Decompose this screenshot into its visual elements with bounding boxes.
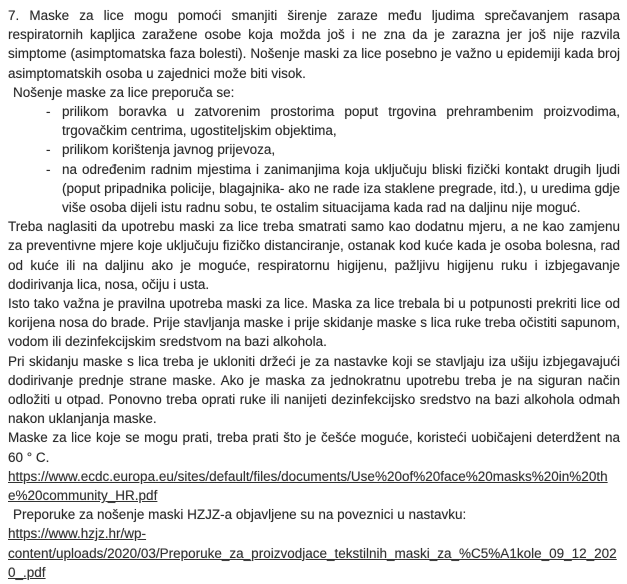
hzjz-link-line1: https://www.hzjz.hr/wp-: [8, 526, 147, 542]
bullet-dash: -: [46, 161, 51, 177]
paragraph-masks-benefit: 7. Maske za lice mogu pomoći smanjiti širenje zaraze među ljudima sprečavanjem rasapa respiratornih kapljica zaražene osobe koja možda još i ne zna da je zarazna jer još nije razvila simptome (asimptomatska faza bolesti). Nošenje maski za lice posebno je važno u epidemiji kada broj asimptomatskih osoba u zajednici može biti visok.: [8, 8, 620, 81]
list-item-text: prilikom korištenja javnog prijevoza,: [62, 142, 276, 158]
bullet-dash: -: [46, 142, 51, 158]
paragraph-mask-removal: Pri skidanju maske s lica treba je ukloniti držeći je za nastavke koji se stavljaju iza ušiju izbjegavajući dodirivanje prednje strane maske. Ako je maska za jednokratnu upotrebu treba je na siguran način odložiti u otpad. Ponovno treba oprati ruke ili nanijeti dezinfekcijsko sredstvo na bazi alkohola odmah nakon uklanjanja maske.: [8, 353, 620, 427]
paragraph-additional-measure: Treba naglasiti da upotrebu maski za lice treba smatrati samo kao dodatnu mjeru, a ne kao zamjenu za preventivne mjere koje uključuju fizičko distanciranje, ostanak kod kuće kada je osoba bolesna, rad od kuće ili na daljinu ako je moguće, respiratornu higijenu, pažljivu higijenu ruku i izbjegavanje dodirivanja lica, nosa, očiju i usta.: [8, 219, 620, 292]
paragraph-mask-washing: Maske za lice koje se mogu prati, treba prati što je češće moguće, koristeći uobičajeni deterdžent na 60 ° C.: [8, 430, 620, 465]
ecdc-guidance-link[interactable]: https://www.ecdc.europa.eu/sites/default/files/documents/Use%20of%20face%20masks%20in%20the%20community_HR.pdf: [8, 468, 608, 504]
list-item-text: na određenim radnim mjestima i zanimanjima koja uključuju bliski fizički kontakt drugih ljudi (poput pripadnika policije, blagajnika- ako ne rade iza staklene pregrade, itd.), u uredima gdje više osoba dijeli istu radnu sobu, te ostalim situacijama kada rad na daljinu nije moguć.: [62, 161, 620, 216]
paragraph-correct-use: Isto tako važna je pravilna upotreba maski za lice. Maska za lice trebala bi u potpunosti prekriti lice od korijena nosa do brade. Prije stavljanja maske i prije skidanje maske s lica ruke treba očistiti sapunom, vodom ili dezinfekcijskim sredstvom na bazi alkohola.: [8, 296, 620, 350]
recommendation-intro: Nošenje maske za lice preporuča se:: [13, 84, 235, 100]
list-item: [8, 160, 620, 218]
list-item-text: prilikom boravka u zatvorenim prostorima poput trgovina prehrambenim proizvodima, trgovačkim centrima, ugostiteljskim objektima,: [62, 104, 620, 139]
recommendation-list: [8, 102, 620, 217]
hzjz-link-rest: content/uploads/2020/03/Preporuke_za_proizvodjace_tekstilnih_maski_za_%C5%A1kole_09_12_2020_.pdf: [8, 545, 617, 580]
list-item: [8, 140, 620, 159]
hzjz-intro: Preporuke za nošenje maski HZJZ-a objavljene su na poveznici u nastavku:: [13, 507, 467, 523]
hzjz-guidance-link[interactable]: [8, 524, 620, 582]
list-item: [8, 102, 620, 140]
bullet-dash: -: [46, 104, 51, 120]
